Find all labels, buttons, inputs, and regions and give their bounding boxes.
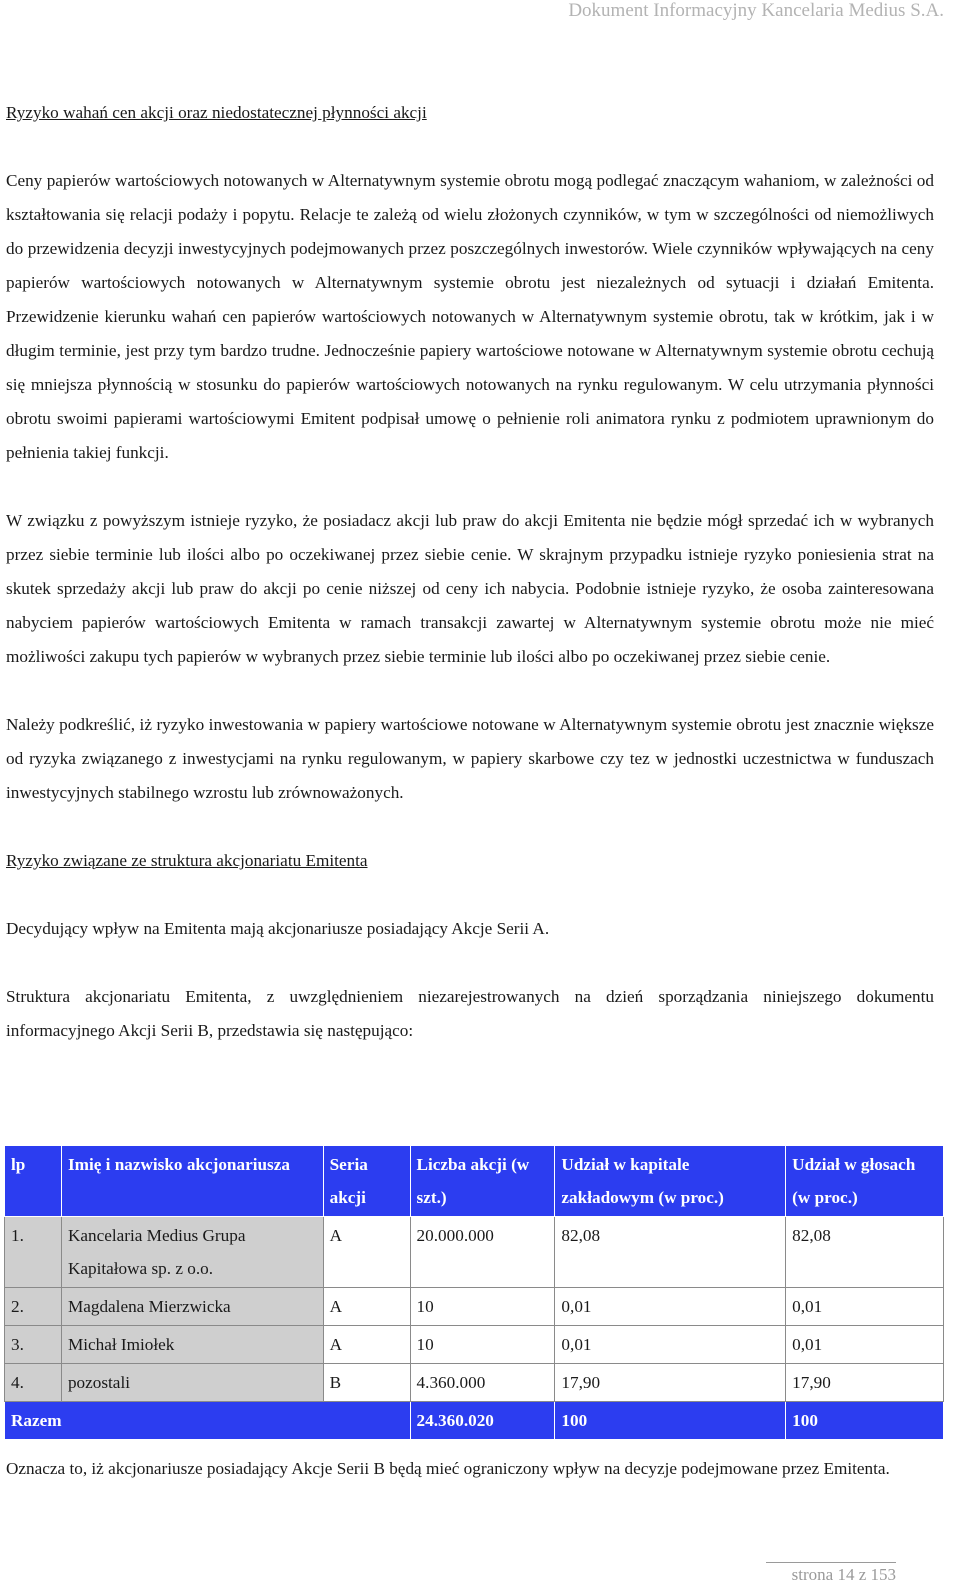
cell-shares: 10 <box>410 1326 555 1364</box>
header-lp: lp <box>5 1146 62 1217</box>
cell-series: B <box>323 1364 410 1402</box>
paragraph-investment-risk: Należy podkreślić, iż ryzyko inwestowania w papiery wartościowe notowane w Alternatywnym systemie obrotu jest znacznie większe od ryzyka związanego z inwestycjami na rynku regulowanym, w papiery skarbowe czy tez w jednostki uczestnictwa w funduszach inwestycyjnych stabilnego wzrostu lub zrównoważonych. <box>6 715 934 802</box>
cell-shares: 20.000.000 <box>410 1217 555 1288</box>
cell-shareholder: pozostali <box>61 1364 323 1402</box>
cell-series: A <box>323 1326 410 1364</box>
cell-shareholder: Michał Imiołek <box>61 1326 323 1364</box>
paragraph-price-volatility: Ceny papierów wartościowych notowanych w Alternatywnym systemie obrotu mogą podlegać znaczącym wahaniom, w zależności od kształtowania się relacji podaży i popytu. Relacje te zależą od wielu złożonych czynników, w tym w szczególności od niemożliwych do przewidzenia decyzji inwestycyjnych podejmowanych przez poszczególnych inwestorów. Wiele czynników wpływających na ceny papierów wartościowych notowanych w Alternatywnym systemie obrotu jest niezależnych od sytuacji i działań Emitenta. Przewidzenie kierunku wahań cen papierów wartościowych notowanych w Alternatywnym systemie obrotu, tak w krótkim, jak i w długim terminie, jest przy tym bardzo trudne. Jednocześnie papiery wartościowe notowane w Alternatywnym systemie obrotu cechują się mniejsza płynnością w stosunku do papierów wartościowych notowanych na rynku regulowanym. W celu utrzymania płynności obrotu swoimi papierami wartościowymi Emitent podpisał umowę o pełnienie roli animatora rynku z podmiotem uprawnionym do pełnienia takiej funkcji. <box>6 171 934 462</box>
cell-shareholder: Magdalena Mierzwicka <box>61 1288 323 1326</box>
cell-series: A <box>323 1217 410 1288</box>
header-shareholder-name: Imię i nazwisko akcjonariusza <box>61 1146 323 1217</box>
cell-capital: 17,90 <box>555 1364 786 1402</box>
cell-lp: 3. <box>5 1326 62 1364</box>
cell-votes: 0,01 <box>786 1326 944 1364</box>
section-heading-shareholder-structure: Ryzyko związane ze struktura akcjonariatu Emitenta <box>6 851 368 870</box>
page-number: strona 14 z 153 <box>766 1562 896 1585</box>
paragraph-structure-intro: Struktura akcjonariatu Emitenta, z uwzględnieniem niezarejestrowanych na dzień sporządzania niniejszego dokumentu informacyjnego Akcji Serii B, przedstawia się następująco: <box>6 987 934 1040</box>
cell-votes: 0,01 <box>786 1288 944 1326</box>
paragraph-conclusion: Oznacza to, iż akcjonariusze posiadający Akcje Serii B będą mieć ograniczony wpływ na decyzje podejmowane przez Emitenta. <box>6 1459 890 1478</box>
paragraph-liquidity-risk: W związku z powyższym istnieje ryzyko, że posiadacz akcji lub praw do akcji Emitenta nie będzie mógł sprzedać ich w wybranych przez siebie terminie lub ilości albo po oczekiwanej przez siebie cenie. W skrajnym przypadku istnieje ryzyko poniesienia strat na skutek sprzedaży akcji lub praw do akcji po cenie niższej od ceny ich nabycia. Podobnie istnieje ryzyko, że osoba zainteresowana nabyciem papierów wartościowych Emitenta w ramach transakcji zawartej w Alternatywnym systemie obrotu może nie mieć możliwości zakupu tych papierów w wybranych przez siebie terminie lub ilości albo po oczekiwanej przez siebie cenie. <box>6 511 934 666</box>
total-votes: 100 <box>786 1402 944 1440</box>
cell-capital: 0,01 <box>555 1288 786 1326</box>
cell-capital: 82,08 <box>555 1217 786 1288</box>
paragraph-decisive-influence: Decydujący wpływ na Emitenta mają akcjonariusze posiadający Akcje Serii A. <box>6 919 550 938</box>
cell-capital: 0,01 <box>555 1326 786 1364</box>
header-vote-share: Udział w głosach (w proc.) <box>786 1146 944 1217</box>
cell-shareholder: Kancelaria Medius Grupa Kapitałowa sp. z o.o. <box>61 1217 323 1288</box>
cell-votes: 82,08 <box>786 1217 944 1288</box>
table-row <box>5 1364 944 1402</box>
total-label: Razem <box>5 1402 411 1440</box>
document-body <box>6 96 934 1048</box>
total-shares: 24.360.020 <box>410 1402 555 1440</box>
header-share-count: Liczba akcji (w szt.) <box>410 1146 555 1217</box>
cell-shares: 10 <box>410 1288 555 1326</box>
header-series: Seria akcji <box>323 1146 410 1217</box>
document-header: Dokument Informacyjny Kancelaria Medius S.A. <box>568 0 944 21</box>
cell-series: A <box>323 1288 410 1326</box>
shareholder-table <box>4 1145 944 1440</box>
cell-votes: 17,90 <box>786 1364 944 1402</box>
header-capital-share: Udział w kapitale zakładowym (w proc.) <box>555 1146 786 1217</box>
table-total-row <box>5 1402 944 1440</box>
cell-lp: 1. <box>5 1217 62 1288</box>
table-row <box>5 1288 944 1326</box>
total-capital: 100 <box>555 1402 786 1440</box>
table-row <box>5 1326 944 1364</box>
cell-lp: 2. <box>5 1288 62 1326</box>
table-header-row <box>5 1146 944 1217</box>
cell-shares: 4.360.000 <box>410 1364 555 1402</box>
table-row <box>5 1217 944 1288</box>
cell-lp: 4. <box>5 1364 62 1402</box>
section-heading-price-risk: Ryzyko wahań cen akcji oraz niedostatecznej płynności akcji <box>6 103 427 122</box>
